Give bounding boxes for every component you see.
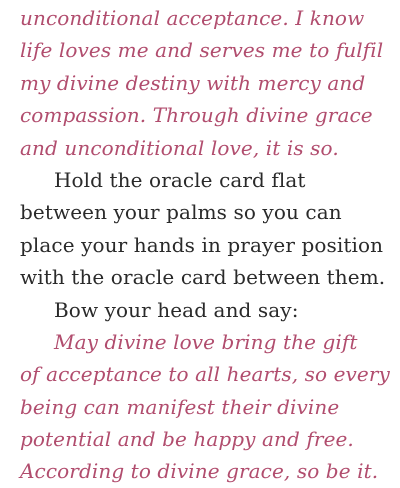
prayer-line-5: and unconditional love, it is so. [20,135,339,160]
instruction-line-4: with the oracle card between them. [20,265,386,290]
prayer-line-3: my divine destiny with mercy and [20,70,366,95]
blessing-line-1: May divine love bring the gift [54,329,358,354]
blessing-line-4: potential and be happy and free. [20,427,354,452]
blessing-line-2: of acceptance to all hearts, so every [20,362,390,387]
blessing-line-5: According to divine grace, so be it. [20,459,379,484]
prayer-line-1: unconditional acceptance. I know [20,6,365,30]
instruction-line-2: between your palms so you can [20,200,342,225]
instruction-line-3: place your hands in prayer position [20,232,384,257]
prayer-line-2: life loves me and serves me to fulfil [20,38,384,63]
blessing-line-3: being can manifest their divine [20,394,340,419]
instruction-line-5: Bow your head and say: [54,297,299,322]
prayer-line-4: compassion. Through divine grace [20,103,373,128]
instruction-line-1: Hold the oracle card flat [54,167,306,192]
